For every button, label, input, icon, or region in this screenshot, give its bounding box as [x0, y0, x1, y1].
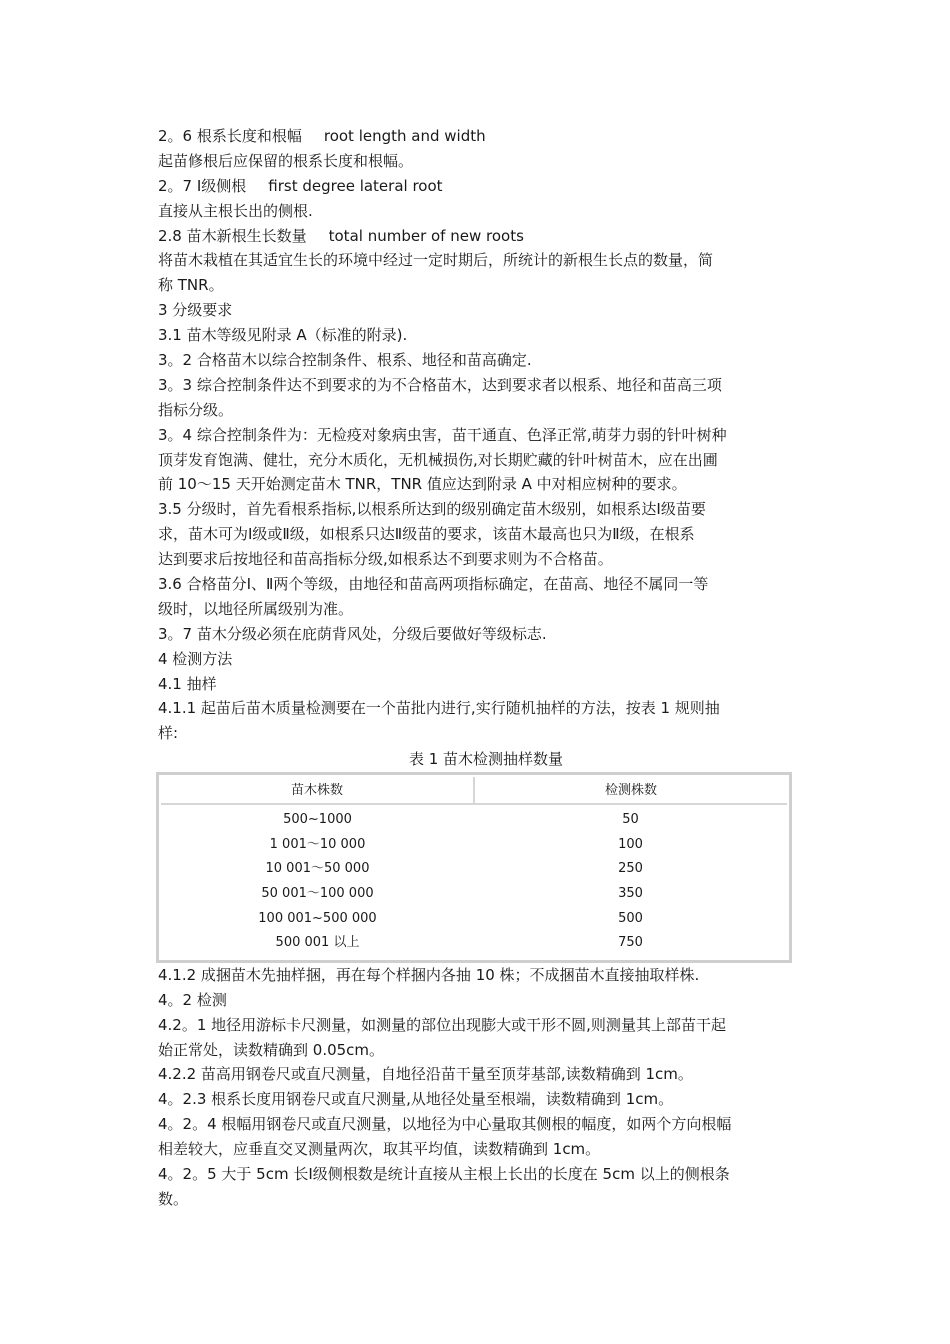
table-header-cell: 苗木株数	[161, 777, 475, 805]
paragraph-line: 3。7 苗木分级必须在庇荫背风处，分级后要做好等级标志.	[158, 624, 547, 643]
section-top	[158, 124, 794, 746]
paragraph-line: 级时，以地径所属级别为准。	[158, 599, 354, 618]
paragraph-line: 3.6 合格苗分Ⅰ、Ⅱ两个等级，由地径和苗高两项指标确定，在苗高、地径不属同一等	[158, 575, 709, 594]
paragraph-line: 4。2.3 根系长度用钢卷尺或直尺测量,从地径处量至根端，读数精确到 1cm。	[158, 1090, 674, 1109]
table-row	[161, 931, 787, 956]
paragraph-line: 4。2。4 根幅用钢卷尺或直尺测量，以地径为中心量取其侧根的幅度，如两个方向根幅	[158, 1115, 732, 1134]
paragraph-line: 将苗木栽植在其适宜生长的环境中经过一定时期后，所统计的新根生长点的数量，简	[158, 251, 714, 270]
sampling-table	[156, 772, 792, 963]
paragraph-line: 4.2.2 苗高用钢卷尺或直尺测量，自地径沿苗干量至顶芽基部,读数精确到 1cm。	[158, 1065, 693, 1084]
table-row	[161, 857, 787, 882]
term-heading-new-roots	[158, 224, 794, 249]
paragraph-line: 3。2 合格苗木以综合控制条件、根系、地径和苗高确定.	[158, 351, 532, 370]
table-cell: 500~1000	[283, 812, 352, 828]
term-english: first degree lateral root	[268, 176, 443, 195]
table-header-cell: 检测株数	[475, 777, 787, 805]
subsection-heading: 4。2 检测	[158, 990, 227, 1009]
table-body	[161, 805, 787, 958]
paragraph-line: 样:	[158, 724, 179, 743]
term-number-title: 2.8 苗木新根生长数量	[158, 226, 307, 245]
table-cell: 500	[618, 910, 643, 926]
paragraph-line: 称 TNR。	[158, 276, 224, 295]
table-cell: 500 001 以上	[275, 935, 360, 951]
paragraph-line: 前 10～15 天开始测定苗木 TNR，TNR 值应达到附录 A 中对相应树种的要求。	[158, 475, 687, 494]
subsection-heading: 4.1 抽样	[158, 674, 217, 693]
paragraph-line: 4.2。1 地径用游标卡尺测量，如测量的部位出现膨大或干形不圆,则测量其上部苗干起	[158, 1015, 726, 1034]
paragraph-line: 4.1.1 起苗后苗木质量检测要在一个苗批内进行,实行随机抽样的方法，按表 1 规则抽	[158, 699, 720, 718]
table-caption: 表 1 苗木检测抽样数量	[408, 750, 564, 769]
paragraph-line: 直接从主根长出的侧根.	[158, 201, 313, 220]
paragraph-line: 4。2。5 大于 5cm 长Ⅰ级侧根数是统计直接从主根上长出的长度在 5cm 以上的侧根条	[158, 1164, 730, 1183]
paragraph-line: 3。4 综合控制条件为：无检疫对象病虫害，苗干通直、色泽正常,萌芽力弱的针叶树种	[158, 425, 727, 444]
paragraph-line: 4.1.2 成捆苗木先抽样捆，再在每个样捆内各抽 10 株；不成捆苗木直接抽取样株.	[158, 965, 700, 984]
paragraph-line: 求，苗木可为Ⅰ级或Ⅱ级，如根系只达Ⅱ级苗的要求，该苗木最高也只为Ⅱ级，在根系	[158, 525, 695, 544]
table-cell: 10 001～50 000	[265, 861, 370, 877]
paragraph-line: 3。3 综合控制条件达不到要求的为不合格苗木，达到要求者以根系、地径和苗高三项	[158, 375, 722, 394]
paragraph-line: 数。	[158, 1189, 189, 1208]
term-number-title: 2。6 根系长度和根幅	[158, 127, 302, 145]
document-page	[158, 124, 794, 1212]
paragraph-line: 指标分级。	[158, 400, 234, 419]
term-english: root length and width	[323, 127, 486, 145]
table-cell: 250	[618, 861, 643, 877]
term-english: total number of new roots	[328, 226, 524, 245]
table-row	[161, 882, 787, 907]
table-cell: 100	[618, 836, 643, 852]
table-cell: 50	[622, 812, 639, 828]
paragraph-line: 达到要求后按地径和苗高指标分级,如根系达不到要求则为不合格苗。	[158, 550, 613, 569]
table-cell: 100 001~500 000	[258, 910, 377, 926]
section-bottom	[158, 963, 794, 1212]
paragraph-line: 3.1 苗木等级见附录 A（标准的附录).	[158, 326, 408, 345]
paragraph-line: 顶芽发育饱满、健壮，充分木质化，无机械损伤,对长期贮藏的针叶树苗木，应在出圃	[158, 450, 718, 469]
term-heading-lateral-root	[158, 174, 794, 199]
table-cell: 750	[618, 935, 643, 951]
table-cell: 50 001～100 000	[261, 886, 374, 902]
table-cell: 350	[618, 886, 643, 902]
section-heading: 3 分级要求	[158, 301, 233, 320]
term-number-title: 2。7 Ⅰ级侧根	[158, 176, 247, 195]
table-row	[161, 907, 787, 932]
paragraph-line: 始正常处，读数精确到 0.05cm。	[158, 1040, 385, 1059]
table-header-row	[161, 777, 787, 805]
paragraph-line: 3.5 分级时，首先看根系指标,以根系所达到的级别确定苗木级别，如根系达Ⅰ级苗要	[158, 500, 706, 519]
paragraph-line: 起苗修根后应保留的根系长度和根幅。	[158, 151, 414, 170]
section-heading: 4 检测方法	[158, 649, 233, 668]
table-row	[161, 833, 787, 858]
table-cell: 1 001～10 000	[269, 836, 366, 852]
term-heading-root-length	[158, 124, 794, 149]
paragraph-line: 相差较大，应垂直交叉测量两次，取其平均值，读数精确到 1cm。	[158, 1140, 601, 1159]
table-row	[161, 808, 787, 833]
